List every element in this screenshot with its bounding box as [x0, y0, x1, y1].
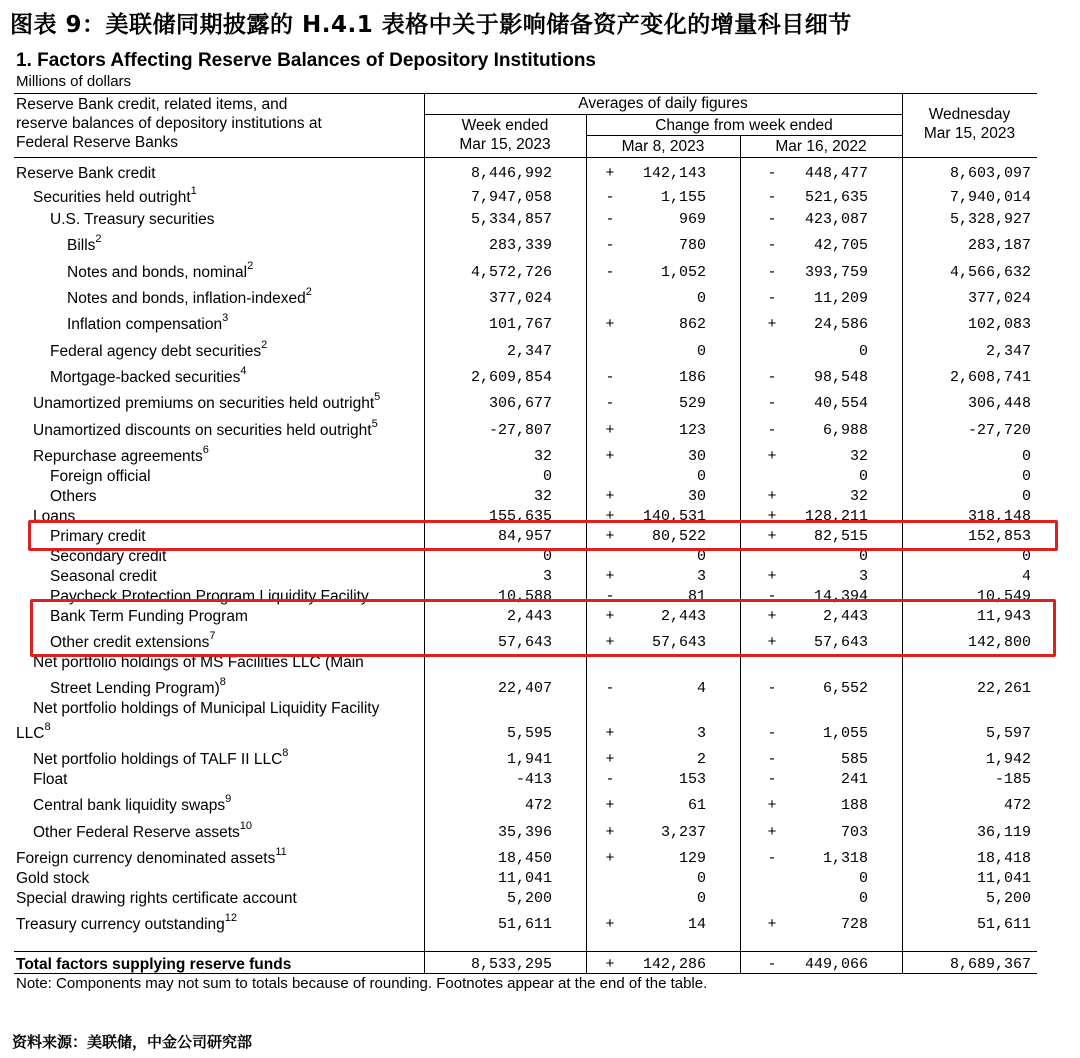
- week-ended-value: 32: [533, 448, 552, 465]
- header-mar8: Mar 8, 2023: [621, 138, 705, 155]
- change-sign-mar16: -: [767, 751, 777, 768]
- row-label: Foreign currency denominated assets$^{11}$: [16, 846, 287, 867]
- row-label: Secondary credit: [50, 548, 167, 565]
- header-mar16: Mar 16, 2022: [775, 138, 867, 155]
- table-row: [0, 769, 1080, 789]
- change-value-mar16: 57,643: [813, 634, 868, 651]
- change-value-mar16: 32: [849, 448, 868, 465]
- change-sign-mar8: -: [605, 211, 615, 228]
- row-label: Bank Term Funding Program: [50, 608, 248, 625]
- total-top-rule: [14, 951, 1037, 952]
- change-value-mar8: 3: [696, 568, 706, 585]
- table-row: [0, 848, 1080, 868]
- footnote-marker: 2: [305, 286, 312, 298]
- change-value-mar8: 1,155: [660, 189, 706, 206]
- change-sign-mar8: -: [605, 588, 615, 605]
- change-value-mar8: 2,443: [660, 608, 706, 625]
- wednesday-value: 22,261: [976, 680, 1031, 697]
- footnote-marker: 6: [202, 444, 209, 456]
- change-value-mar16: 6,552: [822, 680, 868, 697]
- row-label: Seasonal credit: [50, 568, 157, 585]
- week-ended-value: 377,024: [488, 290, 552, 307]
- wednesday-value: 10,549: [976, 588, 1031, 605]
- change-value-mar16: 241: [840, 771, 868, 788]
- footnote-marker: 7: [209, 630, 216, 642]
- table-row: [0, 163, 1080, 183]
- change-sign-mar8: +: [605, 422, 615, 439]
- table-row: [0, 749, 1080, 769]
- week-ended-value: 306,677: [488, 395, 552, 412]
- change-value-mar16: 0: [858, 343, 868, 360]
- table-row: [0, 486, 1080, 506]
- change-value-mar8: 0: [696, 290, 706, 307]
- change-sign-mar16: -: [767, 211, 777, 228]
- change-sign-mar16: +: [767, 916, 777, 933]
- header-change-rule: [586, 135, 902, 136]
- change-value-mar16: 0: [858, 870, 868, 887]
- table-row: [0, 888, 1080, 908]
- table-title: 1. Factors Affecting Reserve Balances of Depository Institutions: [16, 50, 596, 71]
- change-sign-mar8: +: [605, 797, 615, 814]
- week-ended-value: 1,941: [506, 751, 552, 768]
- change-value-mar16: 32: [849, 488, 868, 505]
- change-value-mar16: 703: [840, 824, 868, 841]
- row-label: Securities held outright$^1$: [33, 185, 197, 206]
- wednesday-value: 36,119: [976, 824, 1031, 841]
- footnote-marker: 2: [247, 260, 254, 272]
- table-row: [0, 446, 1080, 466]
- change-value-mar16: 423,087: [804, 211, 868, 228]
- wednesday-value: 8,603,097: [949, 165, 1031, 182]
- table-row: [0, 698, 1080, 718]
- change-value-mar16: 393,759: [804, 264, 868, 281]
- change-sign-mar16: +: [767, 608, 777, 625]
- change-sign-mar16: -: [767, 369, 777, 386]
- change-value-mar16: 42,705: [813, 237, 868, 254]
- change-value-mar8: 142,286: [642, 956, 706, 973]
- wednesday-value: 8,689,367: [949, 956, 1031, 973]
- row-label: U.S. Treasury securities: [50, 211, 215, 228]
- change-value-mar8: 969: [678, 211, 706, 228]
- row-label: Notes and bonds, inflation-indexed$^2$: [67, 286, 312, 307]
- row-label: Notes and bonds, nominal$^2$: [67, 260, 254, 281]
- footnote-marker: 8: [282, 747, 289, 759]
- header-averages: Averages of daily figures: [578, 95, 748, 112]
- change-value-mar16: 1,055: [822, 725, 868, 742]
- wednesday-value: -185: [994, 771, 1031, 788]
- footnote-marker: 9: [225, 793, 232, 805]
- week-ended-value: 22,407: [497, 680, 552, 697]
- change-value-mar16: 0: [858, 890, 868, 907]
- change-value-mar16: 82,515: [813, 528, 868, 545]
- header-sub-rule: [424, 114, 902, 115]
- week-ended-value: 2,609,854: [470, 369, 552, 386]
- change-value-mar16: 3: [858, 568, 868, 585]
- change-value-mar16: 728: [840, 916, 868, 933]
- wednesday-value: 0: [1021, 448, 1031, 465]
- change-sign-mar16: -: [767, 165, 777, 182]
- week-ended-value: 2,443: [506, 608, 552, 625]
- change-value-mar8: 862: [678, 316, 706, 333]
- change-sign-mar8: +: [605, 634, 615, 651]
- wednesday-value: 152,853: [967, 528, 1031, 545]
- row-label: Float: [33, 771, 68, 788]
- table-row: [0, 954, 1080, 974]
- row-label: Total factors supplying reserve funds: [16, 956, 292, 973]
- change-sign-mar16: -: [767, 189, 777, 206]
- change-sign-mar16: -: [767, 725, 777, 742]
- table-row: [0, 678, 1080, 698]
- change-sign-mar8: +: [605, 850, 615, 867]
- footnote-marker: 3: [222, 312, 229, 324]
- table-row: [0, 187, 1080, 207]
- row-label: Inflation compensation$^3$: [67, 312, 229, 333]
- change-sign-mar8: +: [605, 956, 615, 973]
- change-sign-mar8: +: [605, 751, 615, 768]
- table-row: [0, 367, 1080, 387]
- change-sign-mar16: +: [767, 528, 777, 545]
- change-value-mar16: 14,394: [813, 588, 868, 605]
- row-label: Bills$^2$: [67, 233, 102, 254]
- header-row-label: Reserve Bank credit, related items, and reserve balances of depository institutions at Federal Reserve Banks: [16, 96, 322, 151]
- week-ended-value: 35,396: [497, 824, 552, 841]
- wednesday-value: 11,943: [976, 608, 1031, 625]
- wednesday-value: 0: [1021, 548, 1031, 565]
- week-ended-value: 10,588: [497, 588, 552, 605]
- change-value-mar16: 2,443: [822, 608, 868, 625]
- week-ended-value: -27,807: [488, 422, 552, 439]
- change-value-mar16: 585: [840, 751, 868, 768]
- change-sign-mar16: +: [767, 634, 777, 651]
- change-sign-mar8: +: [605, 608, 615, 625]
- week-ended-value: -413: [515, 771, 552, 788]
- week-ended-value: 0: [542, 468, 552, 485]
- row-label: Federal agency debt securities$^2$: [50, 339, 268, 360]
- wednesday-value: 2,608,741: [949, 369, 1031, 386]
- change-value-mar8: 529: [678, 395, 706, 412]
- change-value-mar8: 0: [696, 548, 706, 565]
- wednesday-value: 2,347: [985, 343, 1031, 360]
- wednesday-value: 306,448: [967, 395, 1031, 412]
- change-sign-mar16: -: [767, 395, 777, 412]
- highlight-box-btfp: [30, 599, 1056, 657]
- change-sign-mar8: +: [605, 488, 615, 505]
- change-value-mar8: 3: [696, 725, 706, 742]
- week-ended-value: 18,450: [497, 850, 552, 867]
- change-sign-mar8: -: [605, 264, 615, 281]
- change-value-mar16: 0: [858, 468, 868, 485]
- table-row: [0, 341, 1080, 361]
- table-row: [0, 868, 1080, 888]
- change-value-mar8: 81: [687, 588, 706, 605]
- table-row: [0, 393, 1080, 413]
- change-value-mar8: 153: [678, 771, 706, 788]
- footnote-marker: 8: [44, 721, 51, 733]
- footnote-marker: 4: [240, 365, 247, 377]
- header-week-ended: Week ended Mar 15, 2023: [459, 117, 551, 153]
- week-ended-value: 2,347: [506, 343, 552, 360]
- change-value-mar8: 61: [687, 797, 706, 814]
- table-row: [0, 288, 1080, 308]
- row-label: Net portfolio holdings of TALF II LLC$^8$: [33, 747, 289, 768]
- week-ended-value: 5,200: [506, 890, 552, 907]
- change-sign-mar16: +: [767, 824, 777, 841]
- change-sign-mar8: +: [605, 568, 615, 585]
- week-ended-value: 84,957: [497, 528, 552, 545]
- change-value-mar8: 129: [678, 850, 706, 867]
- change-sign-mar16: -: [767, 680, 777, 697]
- change-value-mar16: 449,066: [804, 956, 868, 973]
- footnote-marker: 8: [219, 676, 226, 688]
- week-ended-value: 7,947,058: [470, 189, 552, 206]
- change-sign-mar16: -: [767, 850, 777, 867]
- wednesday-value: 5,328,927: [949, 211, 1031, 228]
- table-row: [0, 420, 1080, 440]
- footnote: Note: Components may not sum to totals because of rounding. Footnotes appear at the end of the table.: [16, 975, 708, 992]
- week-ended-value: 11,041: [497, 870, 552, 887]
- change-value-mar8: 0: [696, 870, 706, 887]
- row-label: Loans: [33, 508, 76, 525]
- change-value-mar8: 30: [687, 448, 706, 465]
- change-sign-mar8: +: [605, 316, 615, 333]
- change-sign-mar16: -: [767, 956, 777, 973]
- week-ended-value: 51,611: [497, 916, 552, 933]
- change-sign-mar8: -: [605, 369, 615, 386]
- change-value-mar8: 123: [678, 422, 706, 439]
- row-label: Special drawing rights certificate account: [16, 890, 297, 907]
- row-label: Net portfolio holdings of Municipal Liquidity Facility: [33, 700, 380, 717]
- change-sign-mar8: +: [605, 725, 615, 742]
- change-value-mar8: 0: [696, 890, 706, 907]
- footnote-marker: 10: [239, 820, 253, 832]
- change-sign-mar8: +: [605, 165, 615, 182]
- change-sign-mar16: +: [767, 797, 777, 814]
- change-value-mar16: 521,635: [804, 189, 868, 206]
- row-label: Unamortized discounts on securities held outright$^5$: [33, 418, 378, 439]
- change-value-mar8: 0: [696, 468, 706, 485]
- row-label: Reserve Bank credit: [16, 165, 156, 182]
- row-label: Street Lending Program)$^8$: [50, 676, 226, 697]
- total-bottom-rule: [14, 973, 1037, 974]
- wednesday-value: 18,418: [976, 850, 1031, 867]
- change-sign-mar8: +: [605, 916, 615, 933]
- change-value-mar8: 186: [678, 369, 706, 386]
- week-ended-value: 0: [542, 548, 552, 565]
- change-sign-mar16: -: [767, 290, 777, 307]
- row-label: Repurchase agreements$^6$: [33, 444, 209, 465]
- week-ended-value: 8,533,295: [470, 956, 552, 973]
- header-bottom-rule: [14, 157, 1037, 158]
- row-label: Foreign official: [50, 468, 151, 485]
- wednesday-value: 51,611: [976, 916, 1031, 933]
- change-value-mar16: 98,548: [813, 369, 868, 386]
- wednesday-value: 0: [1021, 488, 1031, 505]
- week-ended-value: 5,334,857: [470, 211, 552, 228]
- change-value-mar16: 0: [858, 548, 868, 565]
- footnote-marker: 2: [261, 339, 268, 351]
- change-sign-mar8: -: [605, 395, 615, 412]
- row-label: LLC$^8$: [16, 721, 51, 742]
- row-label: Paycheck Protection Program Liquidity Facility: [50, 588, 369, 605]
- week-ended-value: 101,767: [488, 316, 552, 333]
- change-value-mar8: 1,052: [660, 264, 706, 281]
- change-sign-mar16: -: [767, 264, 777, 281]
- table-row: [0, 466, 1080, 486]
- row-label: Other Federal Reserve assets$^{10}$: [33, 820, 253, 841]
- change-value-mar16: 40,554: [813, 395, 868, 412]
- footnote-marker: 1: [190, 185, 197, 197]
- week-ended-value: 5,595: [506, 725, 552, 742]
- table-row: [0, 314, 1080, 334]
- change-value-mar8: 140,531: [642, 508, 706, 525]
- change-sign-mar8: -: [605, 771, 615, 788]
- footnote-marker: 5: [371, 418, 378, 430]
- week-ended-value: 283,339: [488, 237, 552, 254]
- source-note: 资料来源：美联储，中金公司研究部: [12, 1033, 253, 1051]
- wednesday-value: 283,187: [967, 237, 1031, 254]
- wednesday-value: 1,942: [985, 751, 1031, 768]
- change-sign-mar16: +: [767, 508, 777, 525]
- change-value-mar8: 0: [696, 343, 706, 360]
- week-ended-value: 3: [542, 568, 552, 585]
- table-row: [0, 262, 1080, 282]
- row-label: Primary credit: [50, 528, 146, 545]
- change-value-mar8: 57,643: [651, 634, 706, 651]
- wednesday-value: 377,024: [967, 290, 1031, 307]
- change-value-mar16: 448,477: [804, 165, 868, 182]
- week-ended-value: 57,643: [497, 634, 552, 651]
- change-sign-mar8: +: [605, 508, 615, 525]
- row-label: Treasury currency outstanding$^{12}$: [16, 912, 238, 933]
- week-ended-value: 8,446,992: [470, 165, 552, 182]
- change-value-mar16: 11,209: [813, 290, 868, 307]
- week-ended-value: 4,572,726: [470, 264, 552, 281]
- change-value-mar16: 6,988: [822, 422, 868, 439]
- table-row: [0, 566, 1080, 586]
- change-sign-mar16: -: [767, 237, 777, 254]
- change-sign-mar8: +: [605, 448, 615, 465]
- change-sign-mar16: +: [767, 316, 777, 333]
- footnote-marker: 2: [95, 233, 102, 245]
- change-value-mar8: 3,237: [660, 824, 706, 841]
- table-row: [0, 822, 1080, 842]
- row-label: Mortgage-backed securities$^4$: [50, 365, 247, 386]
- figure-title: 图表 9：美联储同期披露的 H.4.1 表格中关于影响储备资产变化的增量科目细节: [10, 12, 852, 38]
- wednesday-value: 0: [1021, 468, 1031, 485]
- row-label: Unamortized premiums on securities held outright$^5$: [33, 391, 381, 412]
- wednesday-value: 7,940,014: [949, 189, 1031, 206]
- change-value-mar8: 4: [696, 680, 706, 697]
- table-row: [0, 209, 1080, 229]
- wednesday-value: 318,148: [967, 508, 1031, 525]
- row-label: Other credit extensions$^7$: [50, 630, 216, 651]
- row-label: Central bank liquidity swaps$^9$: [33, 793, 232, 814]
- footnote-marker: 12: [224, 912, 238, 924]
- change-sign-mar16: +: [767, 448, 777, 465]
- row-label: Gold stock: [16, 870, 90, 887]
- week-ended-value: 32: [533, 488, 552, 505]
- footnote-marker: 11: [275, 846, 287, 858]
- highlight-box-primary-credit: [28, 520, 1058, 551]
- wednesday-value: 142,800: [967, 634, 1031, 651]
- table-row: [0, 723, 1080, 743]
- change-value-mar16: 24,586: [813, 316, 868, 333]
- change-value-mar16: 128,211: [804, 508, 868, 525]
- change-value-mar16: 1,318: [822, 850, 868, 867]
- change-sign-mar16: -: [767, 588, 777, 605]
- change-value-mar8: 142,143: [642, 165, 706, 182]
- change-sign-mar8: -: [605, 680, 615, 697]
- change-sign-mar16: +: [767, 568, 777, 585]
- change-sign-mar8: +: [605, 528, 615, 545]
- table-row: [0, 235, 1080, 255]
- wednesday-value: 4,566,632: [949, 264, 1031, 281]
- row-label: Net portfolio holdings of MS Facilities LLC (Main: [33, 654, 364, 671]
- header-change-from: Change from week ended: [655, 117, 833, 134]
- change-value-mar8: 80,522: [651, 528, 706, 545]
- change-sign-mar16: +: [767, 488, 777, 505]
- change-sign-mar8: -: [605, 189, 615, 206]
- wednesday-value: 5,597: [985, 725, 1031, 742]
- header-wednesday: Wednesday Mar 15, 2023: [923, 106, 1016, 142]
- wednesday-value: 5,200: [985, 890, 1031, 907]
- wednesday-value: -27,720: [967, 422, 1031, 439]
- row-label: Others: [50, 488, 97, 505]
- change-sign-mar8: +: [605, 824, 615, 841]
- units-label: Millions of dollars: [16, 73, 132, 90]
- change-value-mar8: 780: [678, 237, 706, 254]
- week-ended-value: 155,635: [488, 508, 552, 525]
- change-value-mar16: 188: [840, 797, 868, 814]
- change-value-mar8: 14: [687, 916, 706, 933]
- week-ended-value: 472: [524, 797, 552, 814]
- wednesday-value: 102,083: [967, 316, 1031, 333]
- change-sign-mar16: -: [767, 771, 777, 788]
- wednesday-value: 11,041: [976, 870, 1031, 887]
- wednesday-value: 472: [1003, 797, 1031, 814]
- change-sign-mar8: -: [605, 237, 615, 254]
- change-value-mar8: 2: [696, 751, 706, 768]
- change-value-mar8: 30: [687, 488, 706, 505]
- footnote-marker: 5: [374, 391, 381, 403]
- table-row: [0, 795, 1080, 815]
- table-row: [0, 914, 1080, 934]
- change-sign-mar16: -: [767, 422, 777, 439]
- wednesday-value: 4: [1021, 568, 1031, 585]
